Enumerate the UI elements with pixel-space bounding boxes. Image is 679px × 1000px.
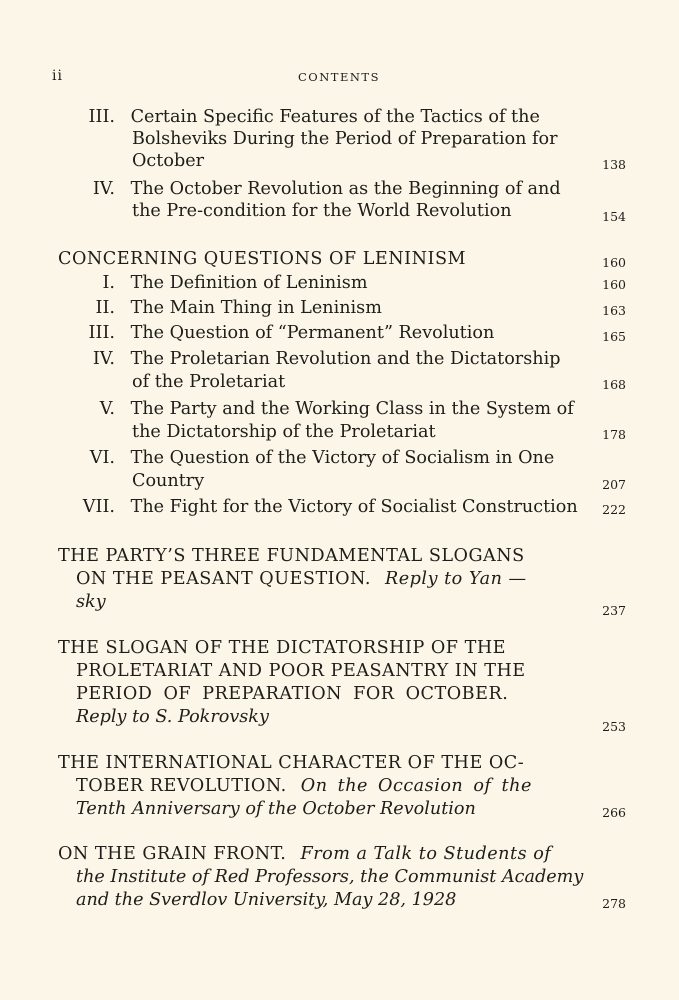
section-title-international-line-2: [76, 775, 532, 797]
section-title-slogans-line-1: THE PARTY’S THREE FUNDAMENTAL SLOGANS: [58, 546, 525, 566]
running-title: CONTENTS: [298, 70, 380, 84]
page-number: 168: [602, 377, 626, 392]
toc-item-5-line-1: [70, 398, 574, 420]
entry-number: III.: [88, 107, 115, 127]
section-title-grain-front-line-1: [58, 843, 551, 865]
section-title-slogans-line-2: [76, 568, 527, 590]
entry-number: I.: [102, 273, 115, 293]
section-subtitle-slogans-line-3: sky: [76, 592, 106, 612]
page-number: 160: [602, 255, 626, 270]
section-title-leninism: CONCERNING QUESTIONS OF LENINISM: [58, 249, 467, 269]
section-title-dictatorship-line-3: PERIOD OF PREPARATION FOR OCTOBER.: [76, 684, 509, 704]
subtitle-text: On the Occasion of the: [300, 776, 532, 796]
toc-item-1: [70, 272, 368, 294]
toc-item-5-line-2: the Dictatorship of the Proletariat: [132, 422, 436, 442]
section-title-international-line-1: THE INTERNATIONAL CHARACTER OF THE OC-: [58, 753, 525, 773]
entry-number: IV.: [92, 349, 115, 369]
title-text: ON THE PEASANT QUESTION.: [76, 569, 371, 589]
section-subtitle-grain-front-line-2: the Institute of Red Professors, the Communist Academy: [76, 867, 584, 887]
folio: ii: [52, 68, 63, 84]
toc-item-7: [70, 496, 578, 518]
section-subtitle-dictatorship: Reply to S. Pokrovsky: [76, 707, 269, 727]
page-number: 165: [602, 329, 626, 344]
entry-text: The Fight for the Victory of Socialist Construction: [130, 497, 578, 517]
section-title-dictatorship-line-1: THE SLOGAN OF THE DICTATORSHIP OF THE: [58, 638, 507, 658]
page-number: 154: [602, 209, 626, 224]
entry-text: Certain Specific Features of the Tactics of the: [130, 107, 540, 127]
page-number: 266: [602, 805, 626, 820]
entry-text: The Question of “Permanent” Revolution: [130, 323, 495, 343]
entry-text: The October Revolution as the Beginning of and: [130, 179, 561, 199]
toc-entry-iii-line-2: Bolsheviks During the Period of Preparation for: [132, 129, 558, 149]
page-number: 163: [602, 303, 626, 318]
toc-entry-iv-line-1: [70, 178, 561, 200]
entry-text: The Proletarian Revolution and the Dictatorship: [130, 349, 561, 369]
toc-entry-iii-line-1: [70, 106, 540, 128]
title-text: ON THE GRAIN FRONT.: [58, 844, 287, 864]
toc-item-4-line-2: of the Proletariat: [132, 372, 286, 392]
page-number: 237: [602, 603, 626, 618]
toc-entry-iii-line-3: October: [132, 151, 205, 171]
section-title-dictatorship-line-2: PROLETARIAT AND POOR PEASANTRY IN THE: [76, 661, 526, 681]
entry-text: The Party and the Working Class in the System of: [130, 399, 574, 419]
toc-item-6-line-2: Country: [132, 471, 205, 491]
page-number: 160: [602, 277, 626, 292]
page-number: 278: [602, 896, 626, 911]
page-number: 222: [602, 502, 626, 517]
page-number: 178: [602, 427, 626, 442]
entry-number: VI.: [89, 448, 115, 468]
entry-number: II.: [95, 298, 115, 318]
entry-text: The Main Thing in Leninism: [130, 298, 382, 318]
toc-item-6-line-1: [70, 447, 554, 469]
page-number: 138: [602, 157, 626, 172]
toc-item-3: [70, 322, 494, 344]
toc-item-4-line-1: [70, 348, 560, 370]
subtitle-text: From a Talk to Students of: [300, 844, 552, 864]
subtitle-text: Reply to Yan —: [385, 569, 527, 589]
section-subtitle-grain-front-line-3: and the Sverdlov University, May 28, 1928: [76, 890, 457, 910]
entry-number: IV.: [92, 179, 115, 199]
section-subtitle-international-line-3: Tenth Anniversary of the October Revolution: [76, 799, 476, 819]
toc-item-2: [70, 297, 382, 319]
page-number: 253: [602, 719, 626, 734]
title-text: TOBER REVOLUTION.: [76, 776, 287, 796]
entry-number: V.: [99, 399, 115, 419]
entry-text: The Question of the Victory of Socialism in One: [130, 448, 555, 468]
entry-number: VII.: [82, 497, 115, 517]
entry-text: The Definition of Leninism: [130, 273, 368, 293]
entry-number: III.: [88, 323, 115, 343]
page-number: 207: [602, 477, 626, 492]
toc-entry-iv-line-2: the Pre-condition for the World Revolution: [132, 201, 512, 221]
